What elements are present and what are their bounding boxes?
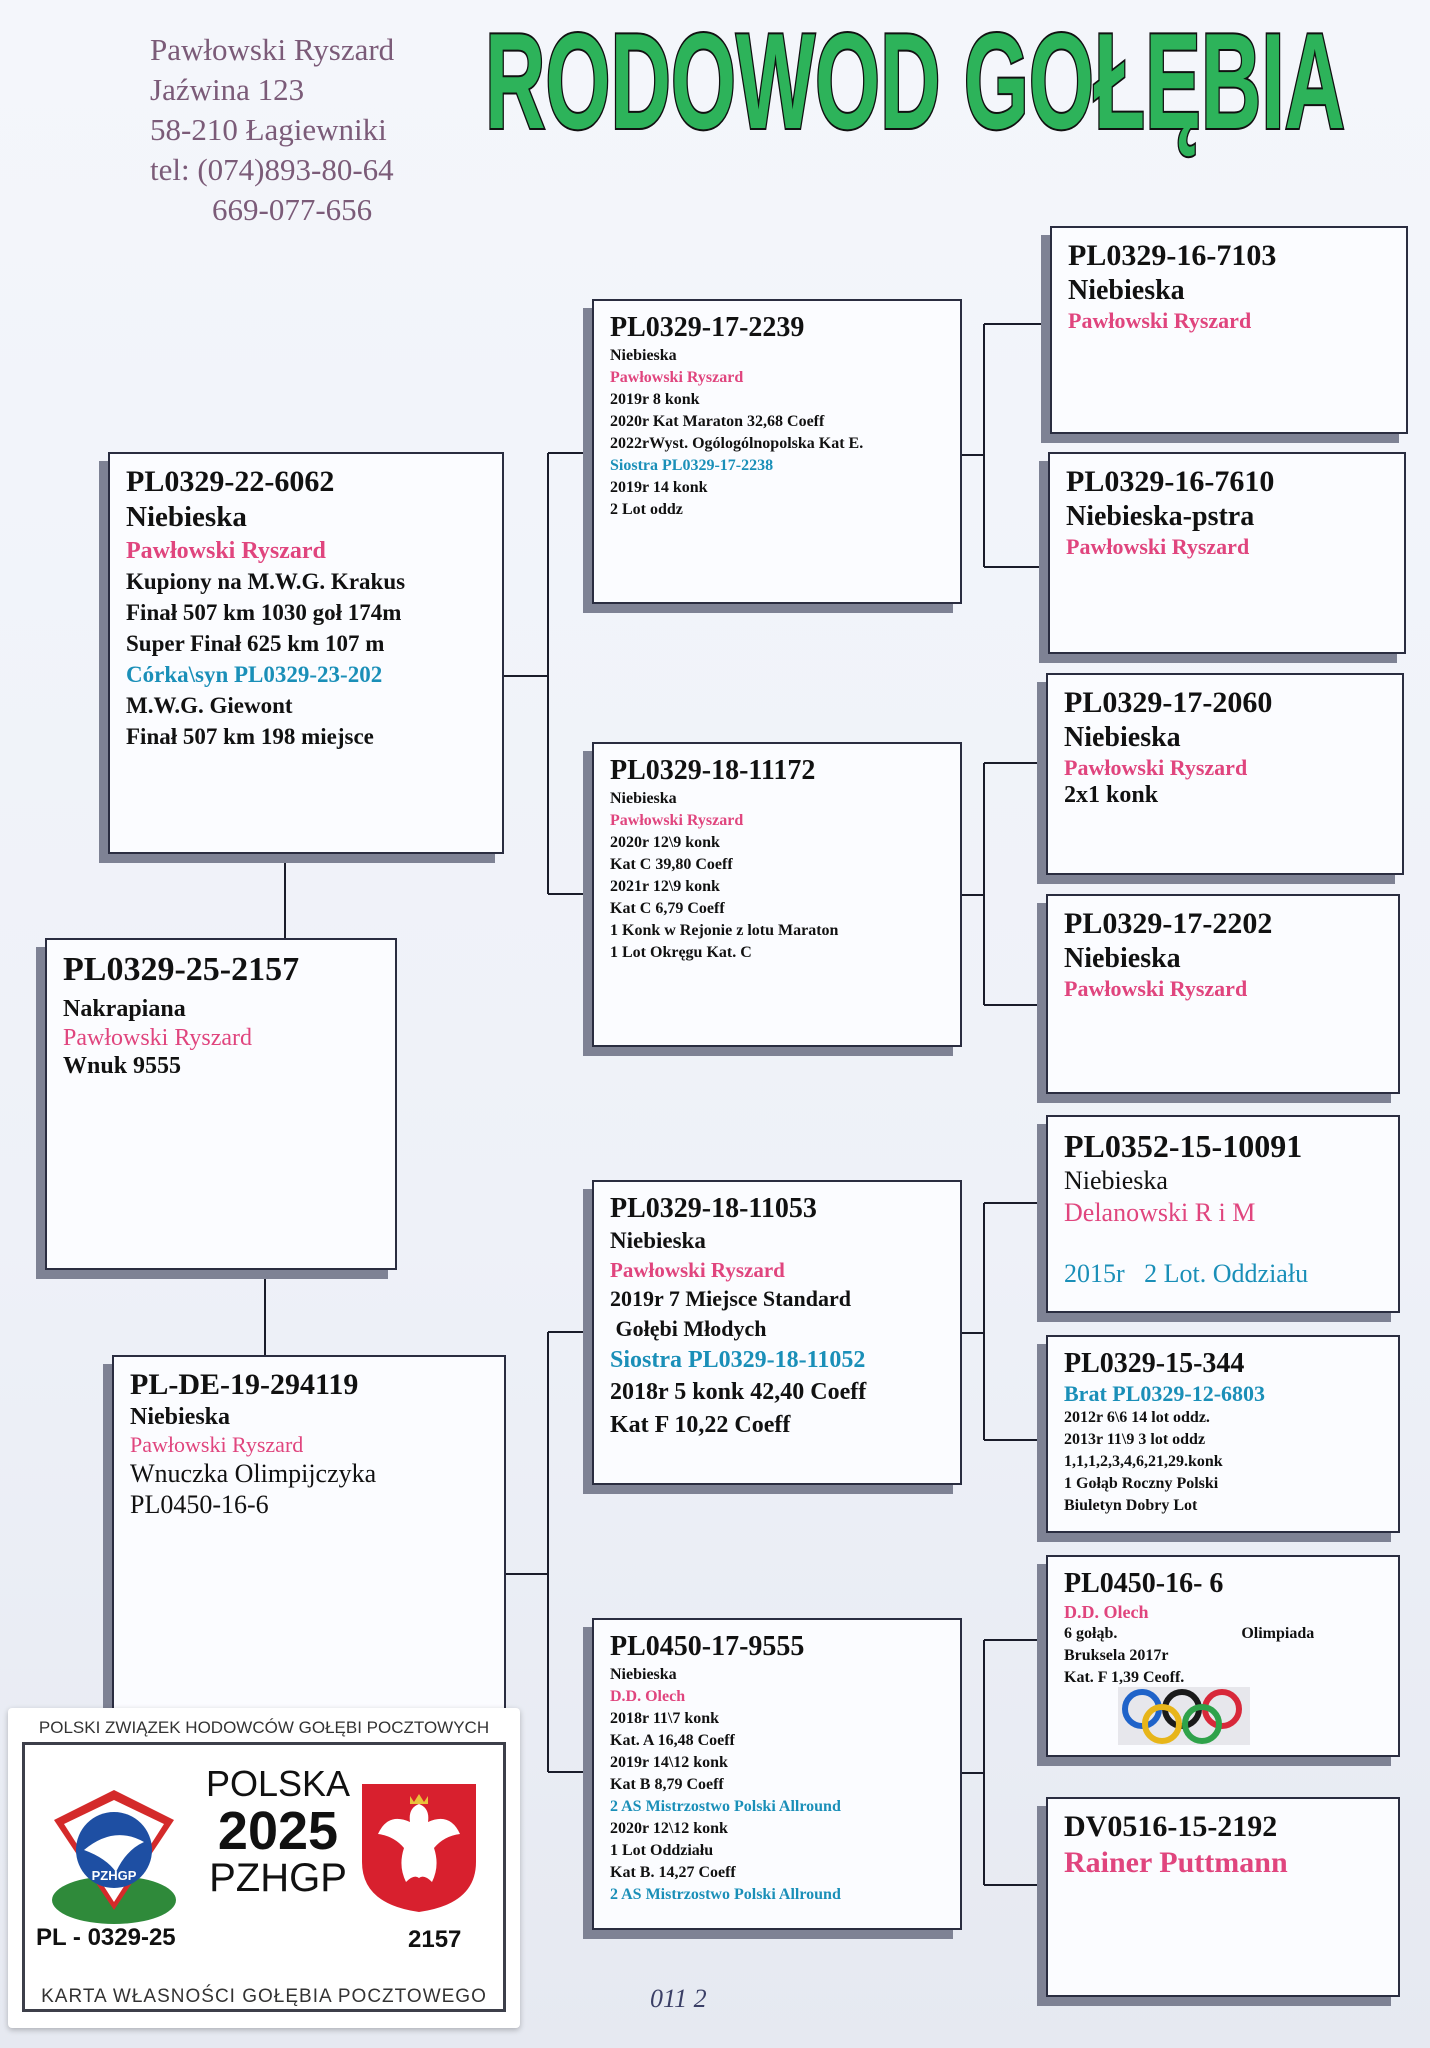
mmf-line-1b: Olimpiada — [1241, 1624, 1315, 1642]
mfm-line-1: 2012r 6\6 14 lot oddz. — [1064, 1408, 1210, 1426]
mfm-line-4: 1 Gołąb Roczny Polski — [1064, 1474, 1219, 1492]
ff-ring: PL0329-17-2239 — [610, 312, 805, 343]
mother-color: Niebieska — [130, 1404, 231, 1430]
mm-line-2: Kat. A 16,48 Coeff — [610, 1731, 735, 1749]
mff-note: 2015r 2 Lot. Oddziału — [1064, 1258, 1309, 1288]
fmm-breeder: Pawłowski Ryszard — [1064, 975, 1248, 1001]
fff-ring: PL0329-16-7103 — [1068, 239, 1277, 272]
fmm-ring: PL0329-17-2202 — [1064, 907, 1273, 940]
handwritten-note: 011 2 — [650, 1984, 707, 2013]
mm-line-4: Kat B 8,79 Coeff — [610, 1775, 724, 1793]
mf-line-1: 2019r 7 Miejsce Standard — [610, 1285, 851, 1311]
fm-line-6: 1 Lot Okręgu Kat. C — [610, 943, 752, 961]
mfm-ring: PL0329-15-344 — [1064, 1348, 1245, 1379]
fm-breeder: Pawłowski Ryszard — [610, 811, 744, 829]
main-note: Wnuk 9555 — [63, 1053, 182, 1080]
ff-color: Niebieska — [610, 346, 677, 364]
fff-color: Niebieska — [1068, 275, 1185, 306]
mm-line-5: 2020r 12\12 konk — [610, 1819, 728, 1837]
mm-line-7: Kat B. 14,27 Coeff — [610, 1863, 736, 1881]
father-color: Niebieska — [126, 501, 247, 533]
fmm-color: Niebieska — [1064, 943, 1181, 974]
card-ring-right: 2157 — [408, 1926, 462, 1953]
owner-phone: tel: (074)893-80-64 — [150, 152, 394, 187]
card-line-1: POLSKA — [205, 1763, 351, 1804]
father-line-4: M.W.G. Giewont — [126, 692, 293, 718]
mother-breeder: Pawłowski Ryszard — [130, 1431, 304, 1457]
pigeon-mother — [112, 1355, 506, 1735]
fm-line-2: Kat C 39,80 Coeff — [610, 855, 733, 873]
fm-line-1: 2020r 12\9 konk — [610, 833, 720, 851]
mf-color: Niebieska — [610, 1227, 706, 1253]
mf-sister: Siostra PL0329-18-11052 — [610, 1346, 866, 1373]
ffm-ring: PL0329-16-7610 — [1066, 465, 1275, 498]
ff-breeder: Pawłowski Ryszard — [610, 368, 744, 386]
pigeon-father-mother — [592, 742, 962, 1047]
mf-line-4: Kat F 10,22 Coeff — [610, 1411, 791, 1438]
pigeon-father — [108, 452, 504, 854]
pigeon-mmm — [1046, 1797, 1400, 1997]
father-breeder: Pawłowski Ryszard — [126, 537, 326, 564]
mff-breeder: Delanowski R i M — [1064, 1197, 1256, 1227]
fm-color: Niebieska — [610, 789, 677, 807]
ff-line-1: 2019r 8 konk — [610, 390, 700, 408]
mm-line-6: 1 Lot Oddziału — [610, 1841, 714, 1859]
fm-ring: PL0329-18-11172 — [610, 755, 816, 786]
main-color: Nakrapiana — [63, 995, 186, 1022]
ownership-card — [8, 1708, 520, 2028]
mmf-breeder: D.D. Olech — [1064, 1601, 1149, 1622]
pigeon-mmf — [1046, 1555, 1400, 1757]
card-ring-left: PL - 0329-25 — [36, 1924, 176, 1951]
mm-as-1: 2 AS Mistrzostwo Polski Allround — [610, 1797, 841, 1815]
ff-line-5: 2 Lot oddz — [610, 500, 683, 518]
mmf-line-3: Kat. F 1,39 Ceoff. — [1064, 1668, 1185, 1686]
fmf-note: 2x1 konk — [1064, 781, 1159, 808]
mm-breeder: D.D. Olech — [610, 1687, 686, 1705]
owner-street: Jaźwina 123 — [150, 72, 305, 107]
page-title-text: RODOWOD GOŁĘBIA — [485, 5, 1345, 157]
father-line-5: Finał 507 km 198 miejsce — [126, 723, 374, 749]
pigeon-mother-mother — [592, 1618, 962, 1930]
pigeon-mfm — [1046, 1335, 1400, 1533]
pigeon-father-father — [592, 299, 962, 604]
mmm-ring: DV0516-15-2192 — [1064, 1810, 1278, 1843]
mm-line-3: 2019r 14\12 konk — [610, 1753, 728, 1771]
fmf-color: Niebieska — [1064, 722, 1181, 753]
mmf-line-1a: 6 gołąb. — [1064, 1624, 1118, 1642]
mf-line-3: 2018r 5 konk 42,40 Coeff — [610, 1378, 867, 1405]
father-ring: PL0329-22-6062 — [126, 465, 335, 498]
ffm-breeder: Pawłowski Ryszard — [1066, 533, 1250, 559]
ff-sister: Siostra PL0329-17-2238 — [610, 456, 774, 474]
mfm-line-2: 2013r 11\9 3 lot oddz — [1064, 1430, 1206, 1448]
mother-line-2: PL0450-16-6 — [130, 1490, 269, 1520]
ffm-color: Niebieska-pstra — [1066, 501, 1255, 532]
father-line-2: Finał 507 km 1030 goł 174m — [126, 599, 402, 625]
fmf-breeder: Pawłowski Ryszard — [1064, 754, 1248, 780]
pigeon-fmm — [1046, 894, 1400, 1094]
mm-as-2: 2 AS Mistrzostwo Polski Allround — [610, 1885, 841, 1903]
main-ring: PL0329-25-2157 — [63, 951, 300, 988]
mfm-brother: Brat PL0329-12-6803 — [1064, 1380, 1266, 1406]
mf-ring: PL0329-18-11053 — [610, 1193, 817, 1224]
owner-mobile: 669-077-656 — [212, 192, 373, 227]
mmf-line-2: Bruksela 2017r — [1064, 1646, 1169, 1664]
mmm-breeder: Rainer Puttmann — [1064, 1846, 1288, 1879]
olympic-rings-icon — [1118, 1687, 1250, 1745]
mff-color: Niebieska — [1064, 1166, 1168, 1196]
fm-line-5: 1 Konk w Rejonie z lotu Maraton — [610, 921, 839, 939]
father-relative: Córka\syn PL0329-23-202 — [126, 661, 383, 687]
pigeon-ffm — [1048, 452, 1406, 654]
fff-breeder: Pawłowski Ryszard — [1068, 307, 1252, 333]
father-line-1: Kupiony na M.W.G. Krakus — [126, 568, 406, 594]
owner-city: 58-210 Łagiewniki — [150, 112, 387, 147]
card-header: POLSKI ZWIĄZEK HODOWCÓW GOŁĘBI POCZTOWYCH — [38, 1718, 490, 1737]
owner-name: Pawłowski Ryszard — [150, 32, 395, 67]
mother-line-1: Wnuczka Olimpijczyka — [130, 1459, 377, 1489]
mm-ring: PL0450-17-9555 — [610, 1631, 805, 1662]
ff-line-3: 2022rWyst. Ogólogólnopolska Kat E. — [610, 434, 864, 452]
fm-line-3: 2021r 12\9 konk — [610, 877, 720, 895]
ff-line-4: 2019r 14 konk — [610, 478, 708, 496]
mm-line-1: 2018r 11\7 konk — [610, 1709, 720, 1727]
mf-breeder: Pawłowski Ryszard — [610, 1257, 785, 1282]
father-line-3: Super Finał 625 km 107 m — [126, 630, 385, 656]
mfm-line-5: Biuletyn Dobry Lot — [1064, 1496, 1198, 1514]
card-footer: KARTA WŁASNOŚCI GOŁĘBIA POCZTOWEGO — [41, 1986, 487, 2007]
logo-text: PZHGP — [91, 1868, 137, 1883]
mf-line-2: Gołębi Młodych — [610, 1315, 767, 1341]
fm-line-4: Kat C 6,79 Coeff — [610, 899, 725, 917]
pigeon-main — [45, 938, 397, 1270]
card-title — [198, 1764, 358, 1898]
main-breeder: Pawłowski Ryszard — [63, 1024, 253, 1051]
mm-color: Niebieska — [610, 1665, 677, 1683]
mmf-ring: PL0450-16- 6 — [1064, 1568, 1224, 1599]
mother-ring: PL-DE-19-294119 — [130, 1368, 359, 1401]
fmf-ring: PL0329-17-2060 — [1064, 686, 1273, 719]
mfm-line-3: 1,1,1,2,3,4,6,21,29.konk — [1064, 1452, 1223, 1470]
card-line-3: PZHGP — [209, 1856, 347, 1900]
card-line-2: 2025 — [217, 1801, 339, 1861]
pigeon-mother-father — [592, 1180, 962, 1485]
mff-ring: PL0352-15-10091 — [1064, 1128, 1303, 1164]
pigeon-mff — [1046, 1115, 1400, 1313]
polish-eagle-emblem-icon — [360, 1782, 478, 1914]
pigeon-fmf — [1046, 673, 1404, 875]
pigeon-fff — [1050, 226, 1408, 434]
ff-line-2: 2020r Kat Maraton 32,68 Coeff — [610, 412, 825, 430]
pzhgp-logo-icon — [44, 1780, 184, 1930]
